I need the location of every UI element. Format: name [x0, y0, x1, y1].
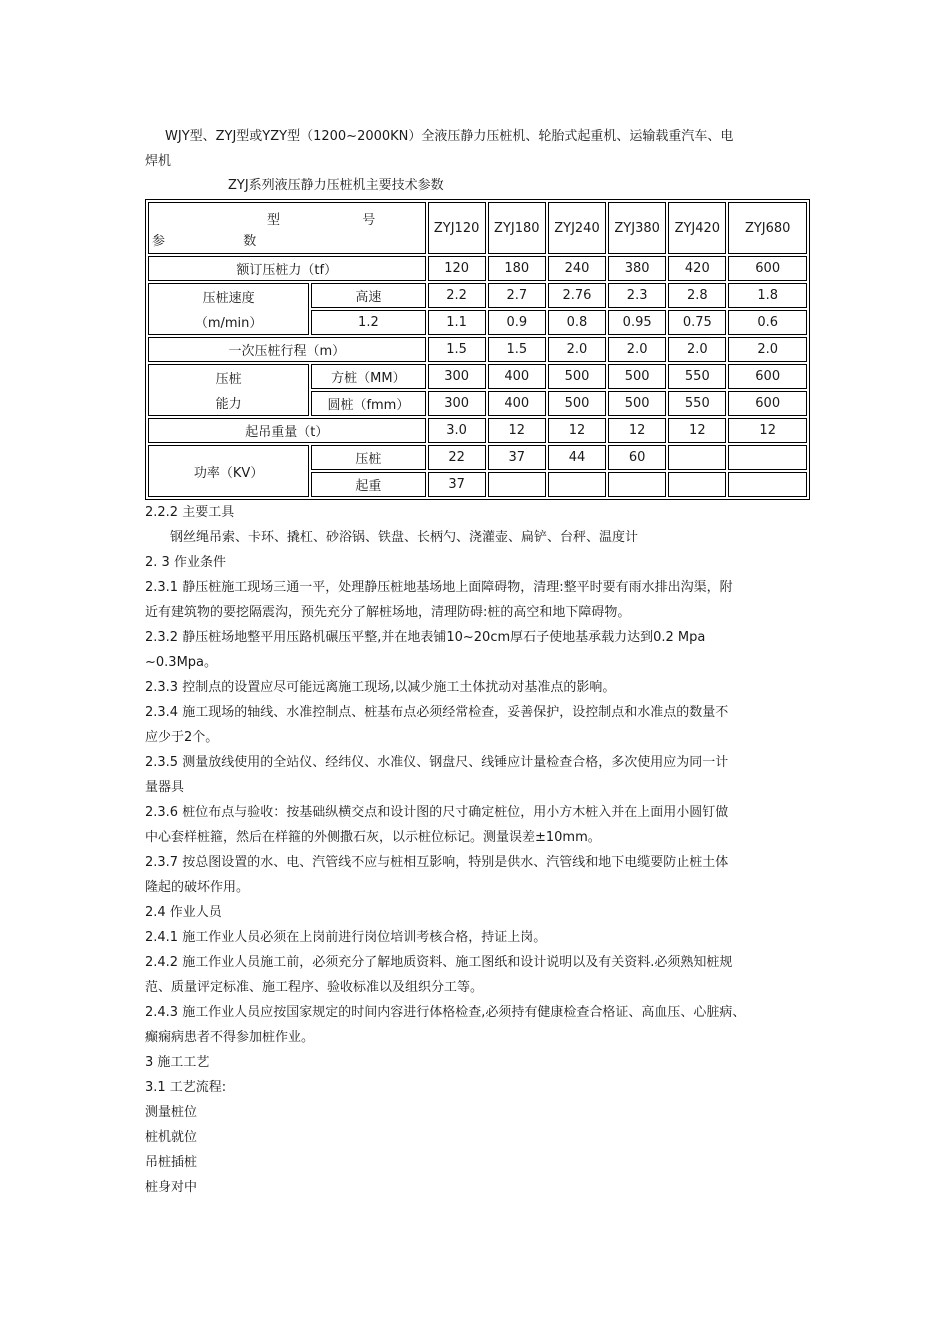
row-label-speed	[148, 283, 309, 335]
table-cell: 0.75	[668, 310, 726, 335]
speed-label-line-2: （m/min）	[194, 316, 263, 331]
process-step: 桩机就位	[145, 1130, 198, 1145]
model-header: ZYJ680	[728, 202, 807, 254]
table-cell	[668, 472, 726, 497]
table-cell: 12	[548, 418, 606, 443]
model-header: ZYJ240	[548, 202, 606, 254]
table-cell: 550	[668, 364, 726, 389]
table-cell: 2.0	[728, 337, 807, 362]
header-param-char-2: 数	[243, 234, 257, 249]
sub-label: 圆桩（fmm）	[311, 391, 425, 416]
table-cell	[728, 445, 807, 470]
table-row-square-pile	[148, 364, 807, 389]
table-cell: 380	[608, 256, 666, 281]
table-cell: 0.6	[728, 310, 807, 335]
header-type-char-1: 型	[267, 213, 281, 228]
paragraph-line: ~0.3Mpa。	[145, 655, 218, 670]
process-step: 测量桩位	[145, 1105, 198, 1120]
table-cell	[668, 445, 726, 470]
model-header: ZYJ180	[488, 202, 546, 254]
table-cell: 37	[488, 445, 546, 470]
table-cell: 300	[428, 364, 486, 389]
table-cell: 0.95	[608, 310, 666, 335]
paragraph-line: 2.4.3 施工作业人员应按国家规定的时间内容进行体格检查,必须持有健康检查合格证、高血压、心脏病、	[145, 1005, 746, 1020]
process-step: 桩身对中	[145, 1180, 198, 1195]
table-row-rated-force	[148, 256, 807, 281]
speed-label-line-1: 压桩速度	[202, 291, 255, 306]
model-header: ZYJ420	[668, 202, 726, 254]
table-cell: 400	[488, 391, 546, 416]
section-heading: 3 施工工艺	[145, 1055, 210, 1070]
table-cell: 1.5	[428, 337, 486, 362]
paragraph-line: 2.3.2 静压桩场地整平用压路机碾压平整,并在地表铺10~20cm厚石子使地基承载力达到0.2 Mpa	[145, 630, 706, 645]
table-row-speed-high	[148, 283, 807, 308]
table-cell: 2.76	[548, 283, 606, 308]
table-cell: 600	[728, 364, 807, 389]
table-cell: 1.8	[728, 283, 807, 308]
table-cell: 3.0	[428, 418, 486, 443]
table-cell: 1.1	[428, 310, 486, 335]
row-label: 一次压桩行程（m）	[148, 337, 426, 362]
table-cell: 12	[728, 418, 807, 443]
table-cell: 22	[428, 445, 486, 470]
table-cell: 2.0	[608, 337, 666, 362]
sub-label: 方桩（MM）	[311, 364, 425, 389]
header-type-char-2: 号	[362, 213, 376, 228]
paragraph-line: 癫痫病患者不得参加桩作业。	[145, 1030, 315, 1045]
table-row-power-pile	[148, 445, 807, 470]
paragraph-line: 2.4.2 施工作业人员施工前，必须充分了解地质资料、施工图纸和设计说明以及有关资料.必须熟知桩规	[145, 955, 733, 970]
table-cell	[548, 472, 606, 497]
paragraph-line: 应少于2个。	[145, 730, 219, 745]
table-cell: 600	[728, 256, 807, 281]
paragraph-line: 2.3.7 按总图设置的水、电、汽管线不应与桩相互影响，特别是供水、汽管线和地下电缆要防止桩土体	[145, 855, 729, 870]
paragraph-line: 量器具	[145, 780, 185, 795]
table-cell	[488, 472, 546, 497]
table-cell: 2.8	[668, 283, 726, 308]
table-cell: 400	[488, 364, 546, 389]
table-cell: 120	[428, 256, 486, 281]
table-header-row	[148, 202, 807, 254]
paragraph-line: 2.3.1 静压桩施工现场三通一平，处理静压桩地基场地上面障碍物，清理:整平时要有雨水排出沟渠，附	[145, 580, 733, 595]
table-cell: 44	[548, 445, 606, 470]
table-caption: ZYJ系列液压静力压桩机主要技术参数	[228, 178, 444, 193]
paragraph-line: 范、质量评定标准、施工程序、验收标准以及组织分工等。	[145, 980, 484, 995]
table-cell: 2.2	[428, 283, 486, 308]
table-row-stroke	[148, 337, 807, 362]
table-cell: 37	[428, 472, 486, 497]
table-cell: 12	[608, 418, 666, 443]
paragraph-line: 2.4.1 施工作业人员必须在上岗前进行岗位培训考核合格，持证上岗。	[145, 930, 547, 945]
paragraph-line: 2.3.4 施工现场的轴线、水准控制点、桩基布点必须经常检查，妥善保护，设控制点和水准点的数量不	[145, 705, 729, 720]
table-cell: 500	[548, 391, 606, 416]
table-cell: 500	[608, 391, 666, 416]
paragraph-line: 中心套样桩箍，然后在样箍的外侧撒石灰，以示桩位标记。测量误差±10mm。	[145, 830, 601, 845]
table-cell: 1.5	[488, 337, 546, 362]
table-cell: 500	[548, 364, 606, 389]
row-label-power: 功率（KV）	[148, 445, 309, 497]
header-param-char-1: 参	[152, 234, 166, 249]
table-cell: 60	[608, 445, 666, 470]
header-type-param-cell	[148, 202, 426, 254]
table-cell: 240	[548, 256, 606, 281]
capacity-label-line-1: 压桩	[215, 372, 242, 387]
paragraph-line: 钢丝绳吊索、卡环、撬杠、砂浴锅、铁盘、长柄勺、浇灌壶、扁铲、台秤、温度计	[170, 530, 639, 545]
model-header: ZYJ380	[608, 202, 666, 254]
table-cell: 0.9	[488, 310, 546, 335]
table-cell: 500	[608, 364, 666, 389]
paragraph-line: 2.3.5 测量放线使用的全站仪、经纬仪、水准仪、钢盘尺、线锤应计量检查合格，多次使用应为同一计	[145, 755, 729, 770]
process-step: 吊桩插桩	[145, 1155, 198, 1170]
intro-line-1: WJY型、ZYJ型或YZY型（1200~2000KN）全液压静力压桩机、轮胎式起重机、运输载重汽车、电	[165, 129, 734, 144]
sub-label: 1.2	[311, 310, 425, 335]
row-label: 起吊重量（t）	[148, 418, 426, 443]
sub-label: 高速	[311, 283, 425, 308]
table-cell: 180	[488, 256, 546, 281]
table-cell	[608, 472, 666, 497]
sub-label: 压桩	[311, 445, 425, 470]
section-heading: 2.4 作业人员	[145, 905, 222, 920]
section-heading: 3.1 工艺流程:	[145, 1080, 227, 1095]
table-cell: 12	[488, 418, 546, 443]
table-cell: 2.7	[488, 283, 546, 308]
table-cell: 2.3	[608, 283, 666, 308]
paragraph-line: 2.3.3 控制点的设置应尽可能远离施工现场,以减少施工土体扰动对基准点的影响。	[145, 680, 616, 695]
spec-table	[145, 199, 810, 500]
table-cell: 300	[428, 391, 486, 416]
paragraph-line: 近有建筑物的要挖隔震沟，预先充分了解桩场地，清理防碍:桩的高空和地下障碍物。	[145, 605, 631, 620]
table-cell	[728, 472, 807, 497]
table-cell: 600	[728, 391, 807, 416]
intro-line-2: 焊机	[145, 154, 172, 169]
section-heading: 2.2.2 主要工具	[145, 505, 235, 520]
table-cell: 0.8	[548, 310, 606, 335]
table-cell: 2.0	[548, 337, 606, 362]
paragraph-line: 2.3.6 桩位布点与验收：按基础纵横交点和设计图的尺寸确定桩位，用小方木桩入并在上面用小圆钉做	[145, 805, 729, 820]
row-label-capacity	[148, 364, 309, 416]
model-header: ZYJ120	[428, 202, 486, 254]
table-cell: 420	[668, 256, 726, 281]
sub-label: 起重	[311, 472, 425, 497]
section-heading: 2. 3 作业条件	[145, 555, 226, 570]
table-cell: 12	[668, 418, 726, 443]
row-label: 额订压桩力（tf）	[148, 256, 426, 281]
table-row-lift	[148, 418, 807, 443]
table-cell: 550	[668, 391, 726, 416]
table-cell: 2.0	[668, 337, 726, 362]
paragraph-line: 隆起的破坏作用。	[145, 880, 250, 895]
capacity-label-line-2: 能力	[215, 397, 242, 412]
